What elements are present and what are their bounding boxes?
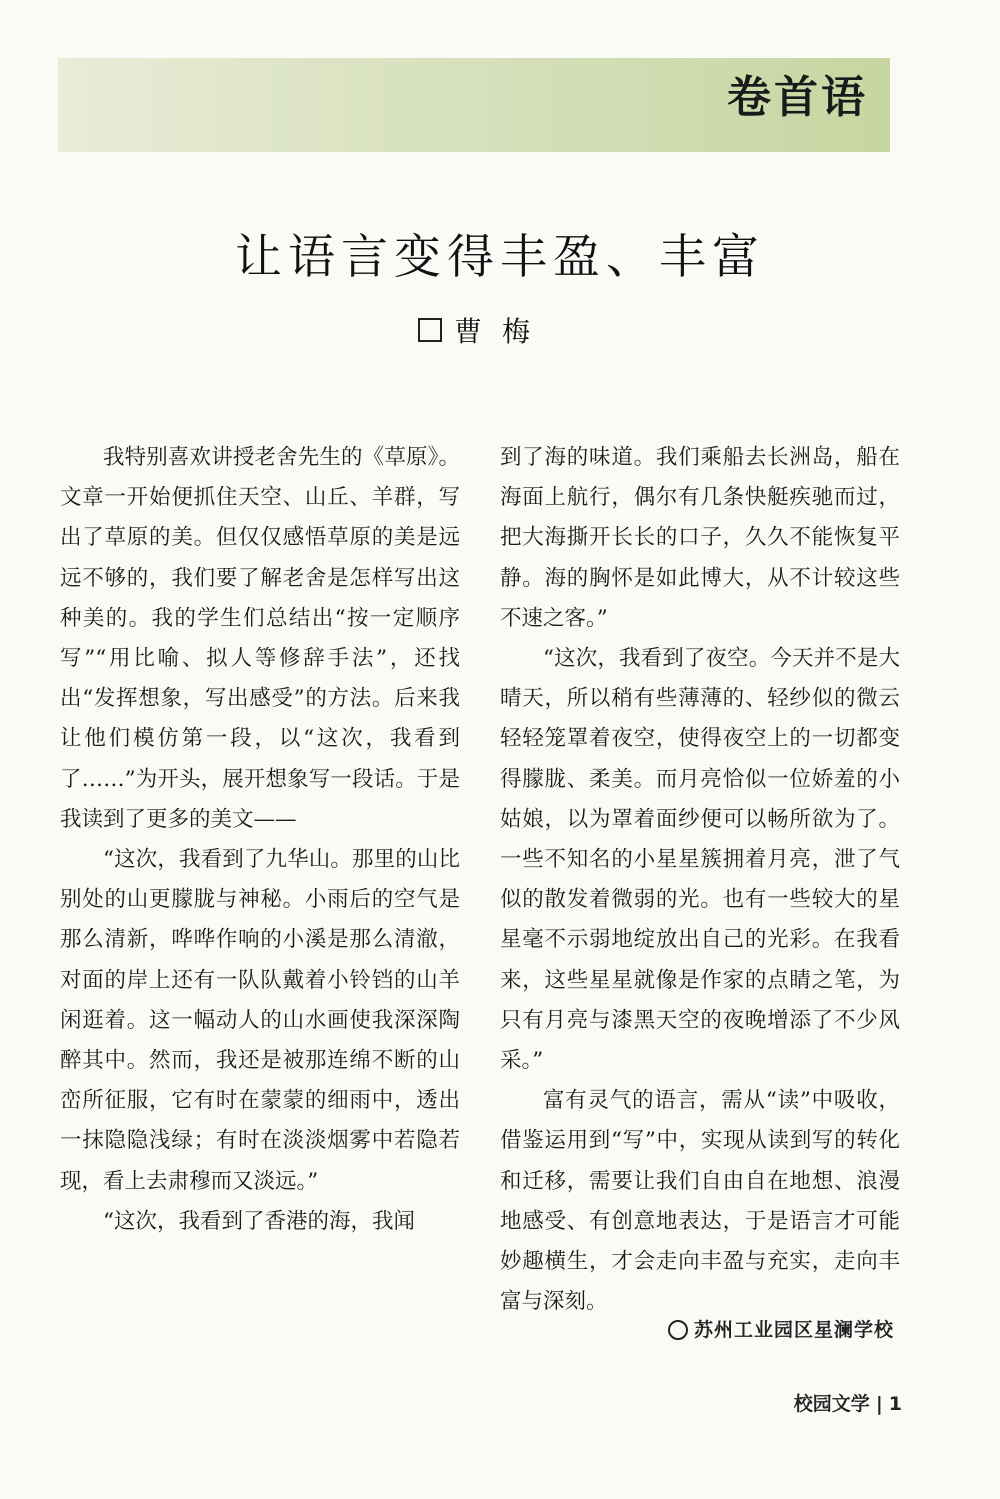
footer-separator: | [875, 1393, 883, 1415]
paragraph: “这次，我看到了夜空。今天并不是大晴天，所以稍有些薄薄的、轻纱似的微云轻轻笼罩着夜空，使得夜空上的一切都变得朦胧、柔美。而月亮恰似一位娇羞的小姑娘，以为罩着面纱便可以畅所欲为了。一些不知名的小星星簇拥着月亮，泄了气似的散发着微弱的光。也有一些较大的星星毫不示弱地绽放出自己的光彩。在我看来，这些星星就像是作家的点睛之笔，为只有月亮与漆黑天空的夜晚增添了不少风采。” [500, 646, 900, 1074]
left-column [60, 438, 460, 1242]
magazine-name: 校园文学 [793, 1393, 870, 1415]
right-column [500, 438, 900, 1322]
page-footer [794, 1390, 902, 1418]
paragraph: 到了海的味道。我们乘船去长洲岛，船在海面上航行，偶尔有几条快艇疾驰而过，把大海撕开长长的口子，久久不能恢复平静。海的胸怀是如此博大，从不计较这些不速之客。” [500, 445, 900, 631]
affiliation-text: 苏州工业园区星澜学校 [694, 1319, 895, 1341]
byline-square-icon [418, 318, 442, 342]
circle-icon [668, 1320, 688, 1340]
paragraph: 我特别喜欢讲授老舍先生的《草原》。文章一开始便抓住天空、山丘、羊群，写出了草原的美。但仅仅感悟草原的美是远远不够的，我们要了解老舍是怎样写出这种美的。我的学生们总结出“按一定顺序写”“用比喻、拟人等修辞手法”，还找出“发挥想象，写出感受”的方法。后来我让他们模仿第一段，以“这次，我看到了……”为开头，展开想象写一段话。于是我读到了更多的美文—— [60, 445, 460, 832]
paragraph: “这次，我看到了九华山。那里的山比别处的山更朦胧与神秘。小雨后的空气是那么清新，哗哗作响的小溪是那么清澈，对面的岸上还有一队队戴着小铃铛的山羊闲逛着。这一幅动人的山水画使我深深陶醉其中。然而，我还是被那连绵不断的山峦所征服，它有时在蒙蒙的细雨中，透出一抹隐隐浅绿；有时在淡淡烟雾中若隐若现，看上去肃穆而又淡远。” [60, 847, 460, 1194]
page-number: 1 [888, 1393, 902, 1415]
paragraph: 富有灵气的语言，需从“读”中吸收，借鉴运用到“写”中，实现从读到写的转化和迁移，需要让我们自由自在地想、浪漫地感受、有创意地表达，于是语言才可能妙趣横生，才会走向丰盈与充实，走向丰富与深刻。 [500, 1088, 900, 1315]
byline [418, 310, 550, 350]
author-affiliation [668, 1316, 894, 1344]
column-banner [58, 58, 890, 152]
article-title: 让语言变得丰盈、丰富 [235, 230, 765, 285]
column-label: 卷首语 [727, 72, 868, 123]
paragraph: “这次，我看到了香港的海，我闻 [103, 1208, 415, 1234]
author-name: 曹梅 [454, 315, 551, 348]
